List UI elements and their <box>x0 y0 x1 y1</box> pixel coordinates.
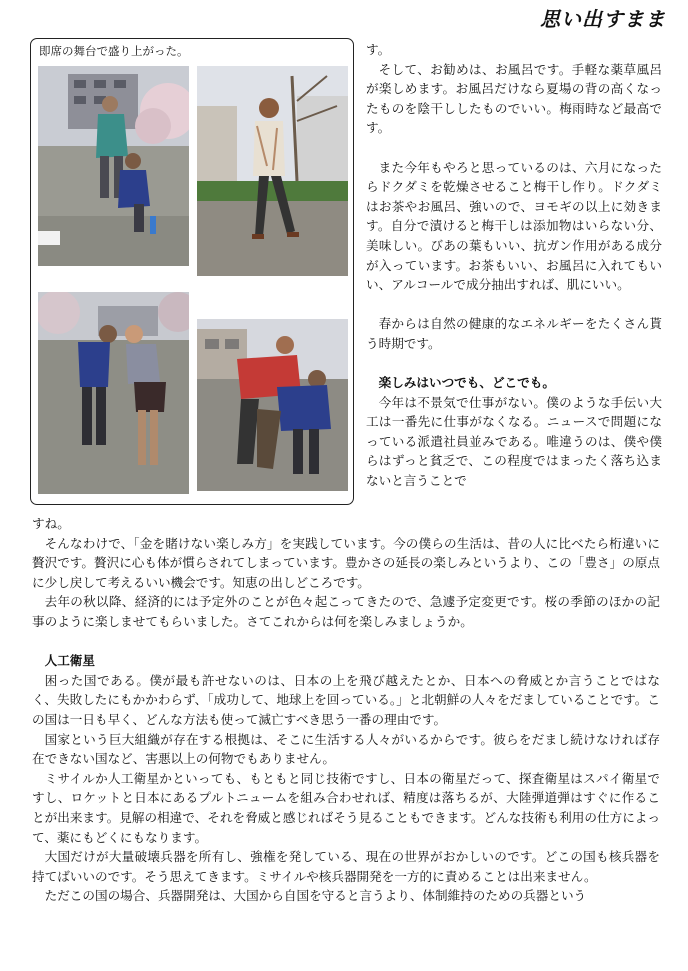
wide-text-column <box>32 514 660 906</box>
right-paragraph-2: そして、お勧めは、お風呂です。手軽な薬草風呂が楽しめます。お風呂だけなら夏場の背の高くなったものを陰干ししたものでいい。梅雨時など最高です。 <box>366 61 662 136</box>
wide-paragraph-1: すね。 <box>32 516 70 531</box>
right-paragraph-4: 春からは自然の健康的なエネルギーをたくさん貰う時期です。 <box>366 316 662 351</box>
wide-paragraph-8: ただこの国の場合、兵器開発は、大国から自国を守ると言うより、体制維持のための兵器という <box>44 888 587 904</box>
photo-top-left <box>38 66 189 266</box>
right-paragraph-3: また今年もやろと思っているのは、六月になったらドクダミを乾燥させること梅干し作り。ドクダミはお茶やお風呂、強いので、ヨモギの以上に効きます。自分で漬けると梅干しは添加物はいらない分、美味しい。びあの葉もいい、抗ガン作用がある成分が入っています。お茶もいい、お風呂に入れてもいい、アルコールで成分抽出すれば、肌にいい。 <box>366 159 662 293</box>
photo-bottom-left <box>38 292 189 494</box>
right-paragraph-1: す。 <box>366 42 391 57</box>
right-text-column <box>366 40 662 491</box>
wide-paragraph-2: そんなわけで、「金を賭けない楽しみ方」を実践しています。今の僕らの生活は、昔の人に比べたら桁違いに贅沢です。贅沢に心も体が慣らされてしまっています。豊かさの延長の楽しみというより、この「豊さ」の原点に少し戻して考えるいい機会です。知恵の出しどころです。 <box>32 535 660 590</box>
wide-paragraph-3: 去年の秋以降、経済的には予定外のことが色々起こってきたので、急遽予定変更です。桜の季節のほかの記事のように楽しませてもらいました。さてこれからは何を楽しみましょうか。 <box>32 594 660 629</box>
wide-paragraph-7: 大国だけが大量破壊兵器を所有し、強権を発している、現在の世界がおかしいのです。どこの国も核兵器を持てばいいのです。そう思えてきます。ミサイルや核兵器開発を一方的に責めることは出来ません。 <box>32 849 660 884</box>
right-subheading: 楽しみはいつでも、どこでも。 <box>378 375 555 391</box>
wide-paragraph-4: 困った国である。僕が最も許せないのは、日本の上を飛び越えたとか、日本への脅威とか言うことではなく、失敗したにもかかわらず、「成功して、地球上を回っている。」と北朝鮮の人々をだましていることです。この国は一日も早く、どんな方法も使って滅亡すべき思う一番の理由です。 <box>32 672 660 727</box>
photo-caption: 即席の舞台で盛り上がった。 <box>39 44 189 58</box>
section-heading-satellite: 人工衛星 <box>44 653 95 669</box>
right-paragraph-5: 今年は不景気で仕事がない。僕のような手伝い大工は一番先に仕事がなくなる。ニュースで問題になっている派遣社員並みである。唯違うのは、僕や僕らはずっと貧乏で、この程度ではまったく落ち込まないと言うことで <box>366 394 662 489</box>
wide-paragraph-6: ミサイルか人工衛星かといっても、もともと同じ技術ですし、日本の衛星だって、探査衛星はスパイ衛星ですし、ロケットと日本にあるプルトニュームを組み合わせれば、精度は落ちるが、大陸弾道弾はすぐに作ることが出来ます。見解の相違で、それを脅威と感じればそう見ることもできます。どんな技術も利用の仕方によって、薬にもどくにもなります。 <box>32 770 660 845</box>
wide-paragraph-5: 国家という巨大組織が存在する根拠は、そこに生活する人々がいるからです。彼らをだまし続けなければ存在できない国など、害悪以上の何物でもありません。 <box>32 731 660 767</box>
photo-bottom-right <box>197 319 348 491</box>
photo-box <box>30 38 354 505</box>
photo-top-right <box>197 66 348 276</box>
page-header-title: 思い出すまま <box>540 7 666 31</box>
